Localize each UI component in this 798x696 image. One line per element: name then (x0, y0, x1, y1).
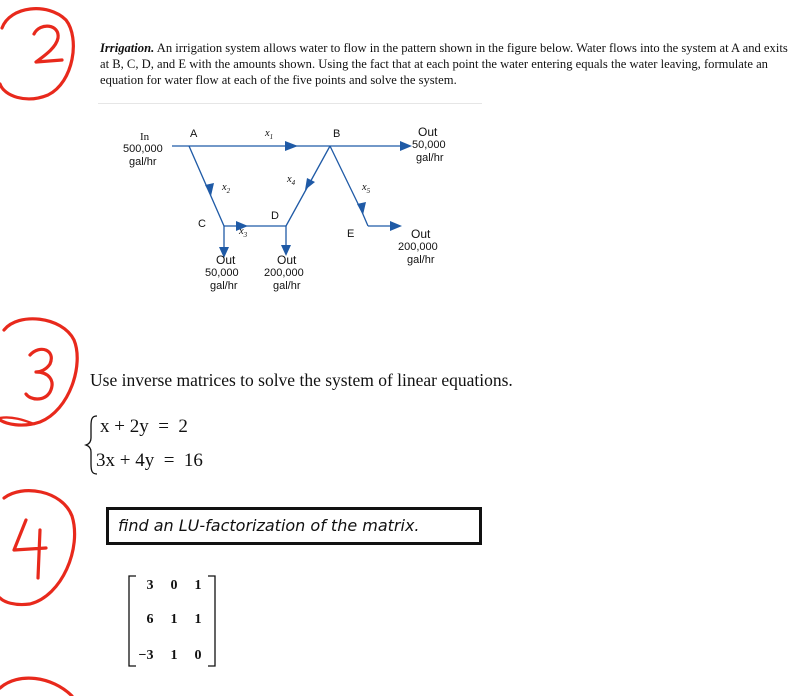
pipe-a-c-lower (210, 194, 224, 226)
out-d-amount: 200,000 (264, 267, 304, 279)
arrow-in-b-out (400, 141, 412, 151)
out-c-unit: gal/hr (210, 280, 238, 292)
matrix (120, 572, 220, 670)
flow-label-x4: $x_4$ (287, 174, 296, 188)
flow-label-x3: $x_3$ (239, 226, 248, 240)
problem-3-text: Use inverse matrices to solve the system of linear equations. (90, 370, 513, 390)
out-b-amount: 50,000 (412, 139, 446, 151)
node-d-label: D (271, 210, 279, 222)
out-e-amount: 200,000 (398, 241, 438, 253)
handwritten-numeral-4 (14, 520, 46, 578)
in-unit: gal/hr (129, 156, 157, 168)
equation-1: x + 2y = 2 (100, 416, 188, 437)
handwritten-numeral-3 (26, 349, 52, 399)
node-c-label: C (198, 218, 206, 230)
pipe-b-e-upper (330, 146, 362, 212)
problem-4-instruction: find an LU-factorization of the matrix. (106, 507, 482, 545)
out-b-unit: gal/hr (416, 152, 444, 164)
node-b-label: B (333, 128, 341, 140)
matrix-cell: 1 (194, 578, 202, 593)
matrix-cell: 1 (170, 612, 178, 627)
flow-label-x2: $x_2$ (222, 182, 231, 196)
out-c-label: Out (216, 253, 236, 267)
diagram-lines (0, 0, 798, 320)
matrix-cell: 1 (194, 612, 202, 627)
matrix-cell: 1 (170, 648, 178, 663)
matrix-cell: 0 (170, 578, 178, 593)
problem-2-title: Irrigation. (100, 41, 155, 55)
flow-label-x1: $x_1$ (265, 128, 274, 142)
equation-2: 3x + 4y = 16 (96, 450, 203, 471)
irrigation-diagram (0, 0, 798, 320)
out-d-unit: gal/hr (273, 280, 301, 292)
arrow-x5 (357, 202, 366, 215)
in-label: In (140, 131, 150, 143)
flow-label-x5: $x_5$ (362, 182, 371, 196)
arrow-x1 (285, 141, 298, 151)
out-b-label: Out (418, 125, 438, 139)
out-c-amount: 50,000 (205, 267, 239, 279)
matrix-cell: −3 (138, 648, 154, 663)
matrix-cell: 0 (194, 648, 202, 663)
problem-2-body: An irrigation system allows water to flow in the pattern shown in the figure below. Water flows into the system at A and exits at B, C, D, and E with the amounts shown. Using the fact that at each point the water entering equals the water leaving, formulate an equation for water flow at each of the five points and solve the system. (100, 41, 788, 87)
in-amount: 500,000 (123, 143, 163, 155)
matrix-cell: 6 (146, 612, 154, 627)
node-e-label: E (347, 228, 355, 240)
out-e-unit: gal/hr (407, 254, 435, 266)
arrow-x4 (305, 178, 315, 190)
out-d-label: Out (277, 253, 297, 267)
out-e-label: Out (411, 227, 431, 241)
arrow-e-out (390, 221, 402, 231)
circle-mark-5 (0, 678, 72, 696)
node-a-label: A (190, 128, 198, 140)
matrix-cell: 3 (146, 578, 154, 593)
